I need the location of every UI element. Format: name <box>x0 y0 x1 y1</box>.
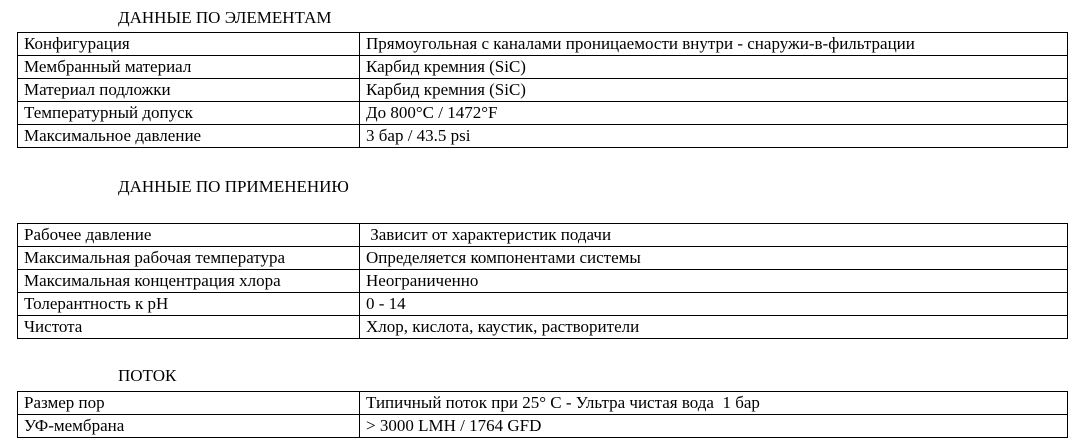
table-row <box>18 392 1068 415</box>
row-label: Мембранный материал <box>18 56 360 79</box>
table-row <box>18 316 1068 339</box>
row-label: Чистота <box>18 316 360 339</box>
table-row <box>18 247 1068 270</box>
row-label: Температурный допуск <box>18 102 360 125</box>
row-label: Размер пор <box>18 392 360 415</box>
row-value: Неограниченно <box>360 270 1068 293</box>
row-value: Типичный поток при 25° C - Ультра чистая вода 1 бар <box>360 392 1068 415</box>
row-value: 3 бар / 43.5 psi <box>360 125 1068 148</box>
table-row <box>18 79 1068 102</box>
row-value: 0 - 14 <box>360 293 1068 316</box>
table-row <box>18 270 1068 293</box>
flow-table <box>17 391 1068 438</box>
application-data-table <box>17 223 1068 339</box>
row-label: Максимальное давление <box>18 125 360 148</box>
table-row <box>18 56 1068 79</box>
section-title-element-data: ДАННЫЕ ПО ЭЛЕМЕНТАМ <box>118 8 332 27</box>
table-row <box>18 33 1068 56</box>
table-row <box>18 415 1068 438</box>
row-value: Определяется компонентами системы <box>360 247 1068 270</box>
row-value: Прямоугольная с каналами проницаемости внутри - снаружи-в-фильтрации <box>360 33 1068 56</box>
row-value: Зависит от характеристик подачи <box>360 224 1068 247</box>
table-row <box>18 293 1068 316</box>
table-row <box>18 125 1068 148</box>
row-label: Толерантность к pH <box>18 293 360 316</box>
row-label: Конфигурация <box>18 33 360 56</box>
row-value: Карбид кремния (SiC) <box>360 79 1068 102</box>
row-label: Материал подложки <box>18 79 360 102</box>
row-value: > 3000 LMH / 1764 GFD <box>360 415 1068 438</box>
row-label: Максимальная рабочая температура <box>18 247 360 270</box>
row-label: УФ-мембрана <box>18 415 360 438</box>
row-label: Максимальная концентрация хлора <box>18 270 360 293</box>
section-title-flow: ПОТОК <box>118 366 177 385</box>
section-title-application-data: ДАННЫЕ ПО ПРИМЕНЕНИЮ <box>118 177 349 196</box>
row-value: Хлор, кислота, каустик, растворители <box>360 316 1068 339</box>
element-data-table <box>17 32 1068 148</box>
row-label: Рабочее давление <box>18 224 360 247</box>
table-row <box>18 224 1068 247</box>
row-value: До 800°C / 1472°F <box>360 102 1068 125</box>
row-value: Карбид кремния (SiC) <box>360 56 1068 79</box>
table-row <box>18 102 1068 125</box>
